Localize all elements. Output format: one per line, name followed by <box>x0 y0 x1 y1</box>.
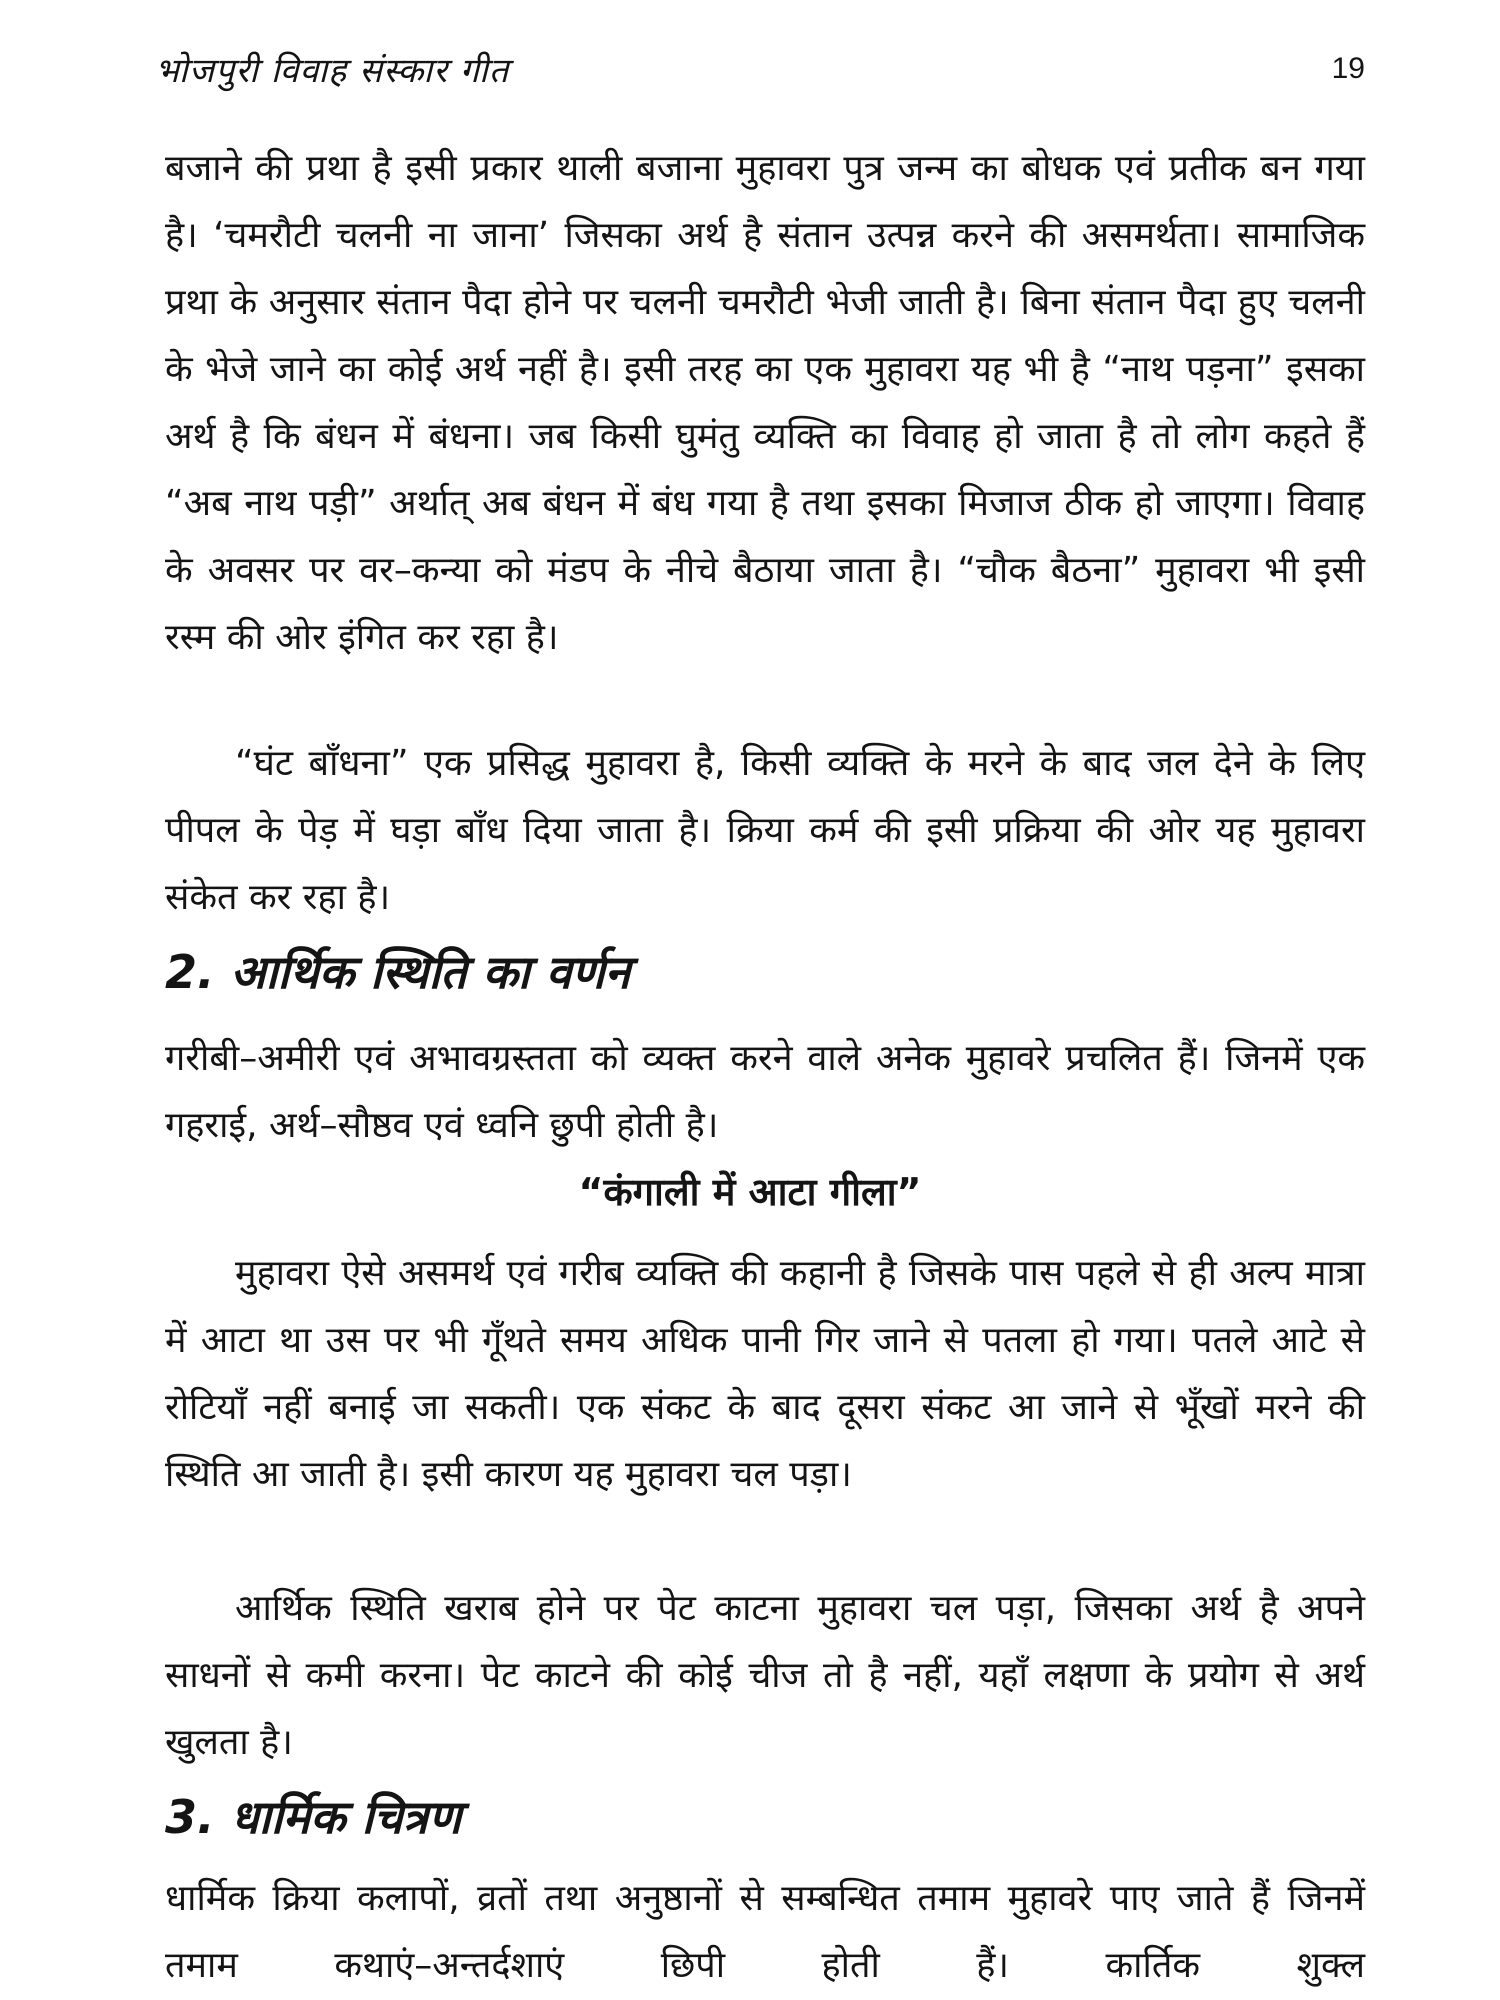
idiom-title: “कंगाली में आटा गीला” <box>578 1170 922 1214</box>
paragraph-customs: बजाने की प्रथा है इसी प्रकार थाली बजाना मुहावरा पुत्र जन्म का बोधक एवं प्रतीक बन गया है। ‘चमरौटी चलनी ना जाना’ जिसका अर्थ है संतान उत्पन्न करने की असमर्थता। सामाजिक प्रथा के अनुसार संतान पैदा होने पर चलनी चमरौटी भेजी जाती है। बिना संतान पैदा हुए चलनी के भेजे जाने का कोई अर्थ नहीं है। इसी तरह का एक मुहावरा यह भी है “नाथ पड़ना” इसका अर्थ है कि बंधन में बंधना। जब किसी घुमंतु व्यक्ति का विवाह हो जाता है तो लोग कहते हैं “अब नाथ पड़ी” अर्थात् अब बंधन में बंध गया है तथा इसका मिजाज ठीक हो जाएगा। विवाह के अवसर पर वर–कन्या को मंडप के नीचे बैठाया जाता है। “चौक बैठना” मुहावरा भी इसी रस्म की ओर इंगित कर रहा है। <box>165 148 1365 658</box>
paragraph-idiom-explanation: मुहावरा ऐसे असमर्थ एवं गरीब व्यक्ति की कहानी है जिसके पास पहले से ही अल्प मात्रा में आटा था उस पर भी गूँथते समय अधिक पानी गिर जाने से पतला हो गया। पतले आटे से रोटियाँ नहीं बनाई जा सकती। एक संकट के बाद दूसरा संकट आ जाने से भूँखों मरने की स्थिति आ जाती है। इसी कारण यह मुहावरा चल पड़ा। <box>165 1253 1365 1495</box>
paragraph-religious-intro: धार्मिक क्रिया कलापों, व्रतों तथा अनुष्ठानों से सम्बन्धित तमाम मुहावरे पाए जाते हैं जिनमें तमाम कथाएं–अन्तर्दशाएं छिपी होती हैं। कार्तिक शुक्ल <box>165 1878 1365 1986</box>
running-title: भोजपुरी विवाह संस्कार गीत <box>155 51 510 91</box>
paragraph-pet-katna: आर्थिक स्थिति खराब होने पर पेट काटना मुहावरा चल पड़ा, जिसका अर्थ है अपने साधनों से कमी करना। पेट काटने की कोई चीज तो है नहीं, यहाँ लक्षणा के प्रयोग से अर्थ खुलता है। <box>165 1588 1365 1763</box>
section-heading-economic: 2. आर्थिक स्थिति का वर्णन <box>165 945 631 999</box>
page-number: 19 <box>1331 52 1365 85</box>
paragraph-economic-intro: गरीबी–अमीरी एवं अभावग्रस्तता को व्यक्त करने वाले अनेक मुहावरे प्रचलित हैं। जिनमें एक गहराई, अर्थ–सौष्ठव एवं ध्वनि छुपी होती है। <box>165 1038 1365 1146</box>
section-heading-religious: 3. धार्मिक चित्रण <box>165 1790 462 1844</box>
paragraph-ghant-bandhna: “घंट बाँधना” एक प्रसिद्ध मुहावरा है, किसी व्यक्ति के मरने के बाद जल देने के लिए पीपल के पेड़ में घड़ा बाँध दिया जाता है। क्रिया कर्म की इसी प्रक्रिया की ओर यह मुहावरा संकेत कर रहा है। <box>165 743 1365 918</box>
